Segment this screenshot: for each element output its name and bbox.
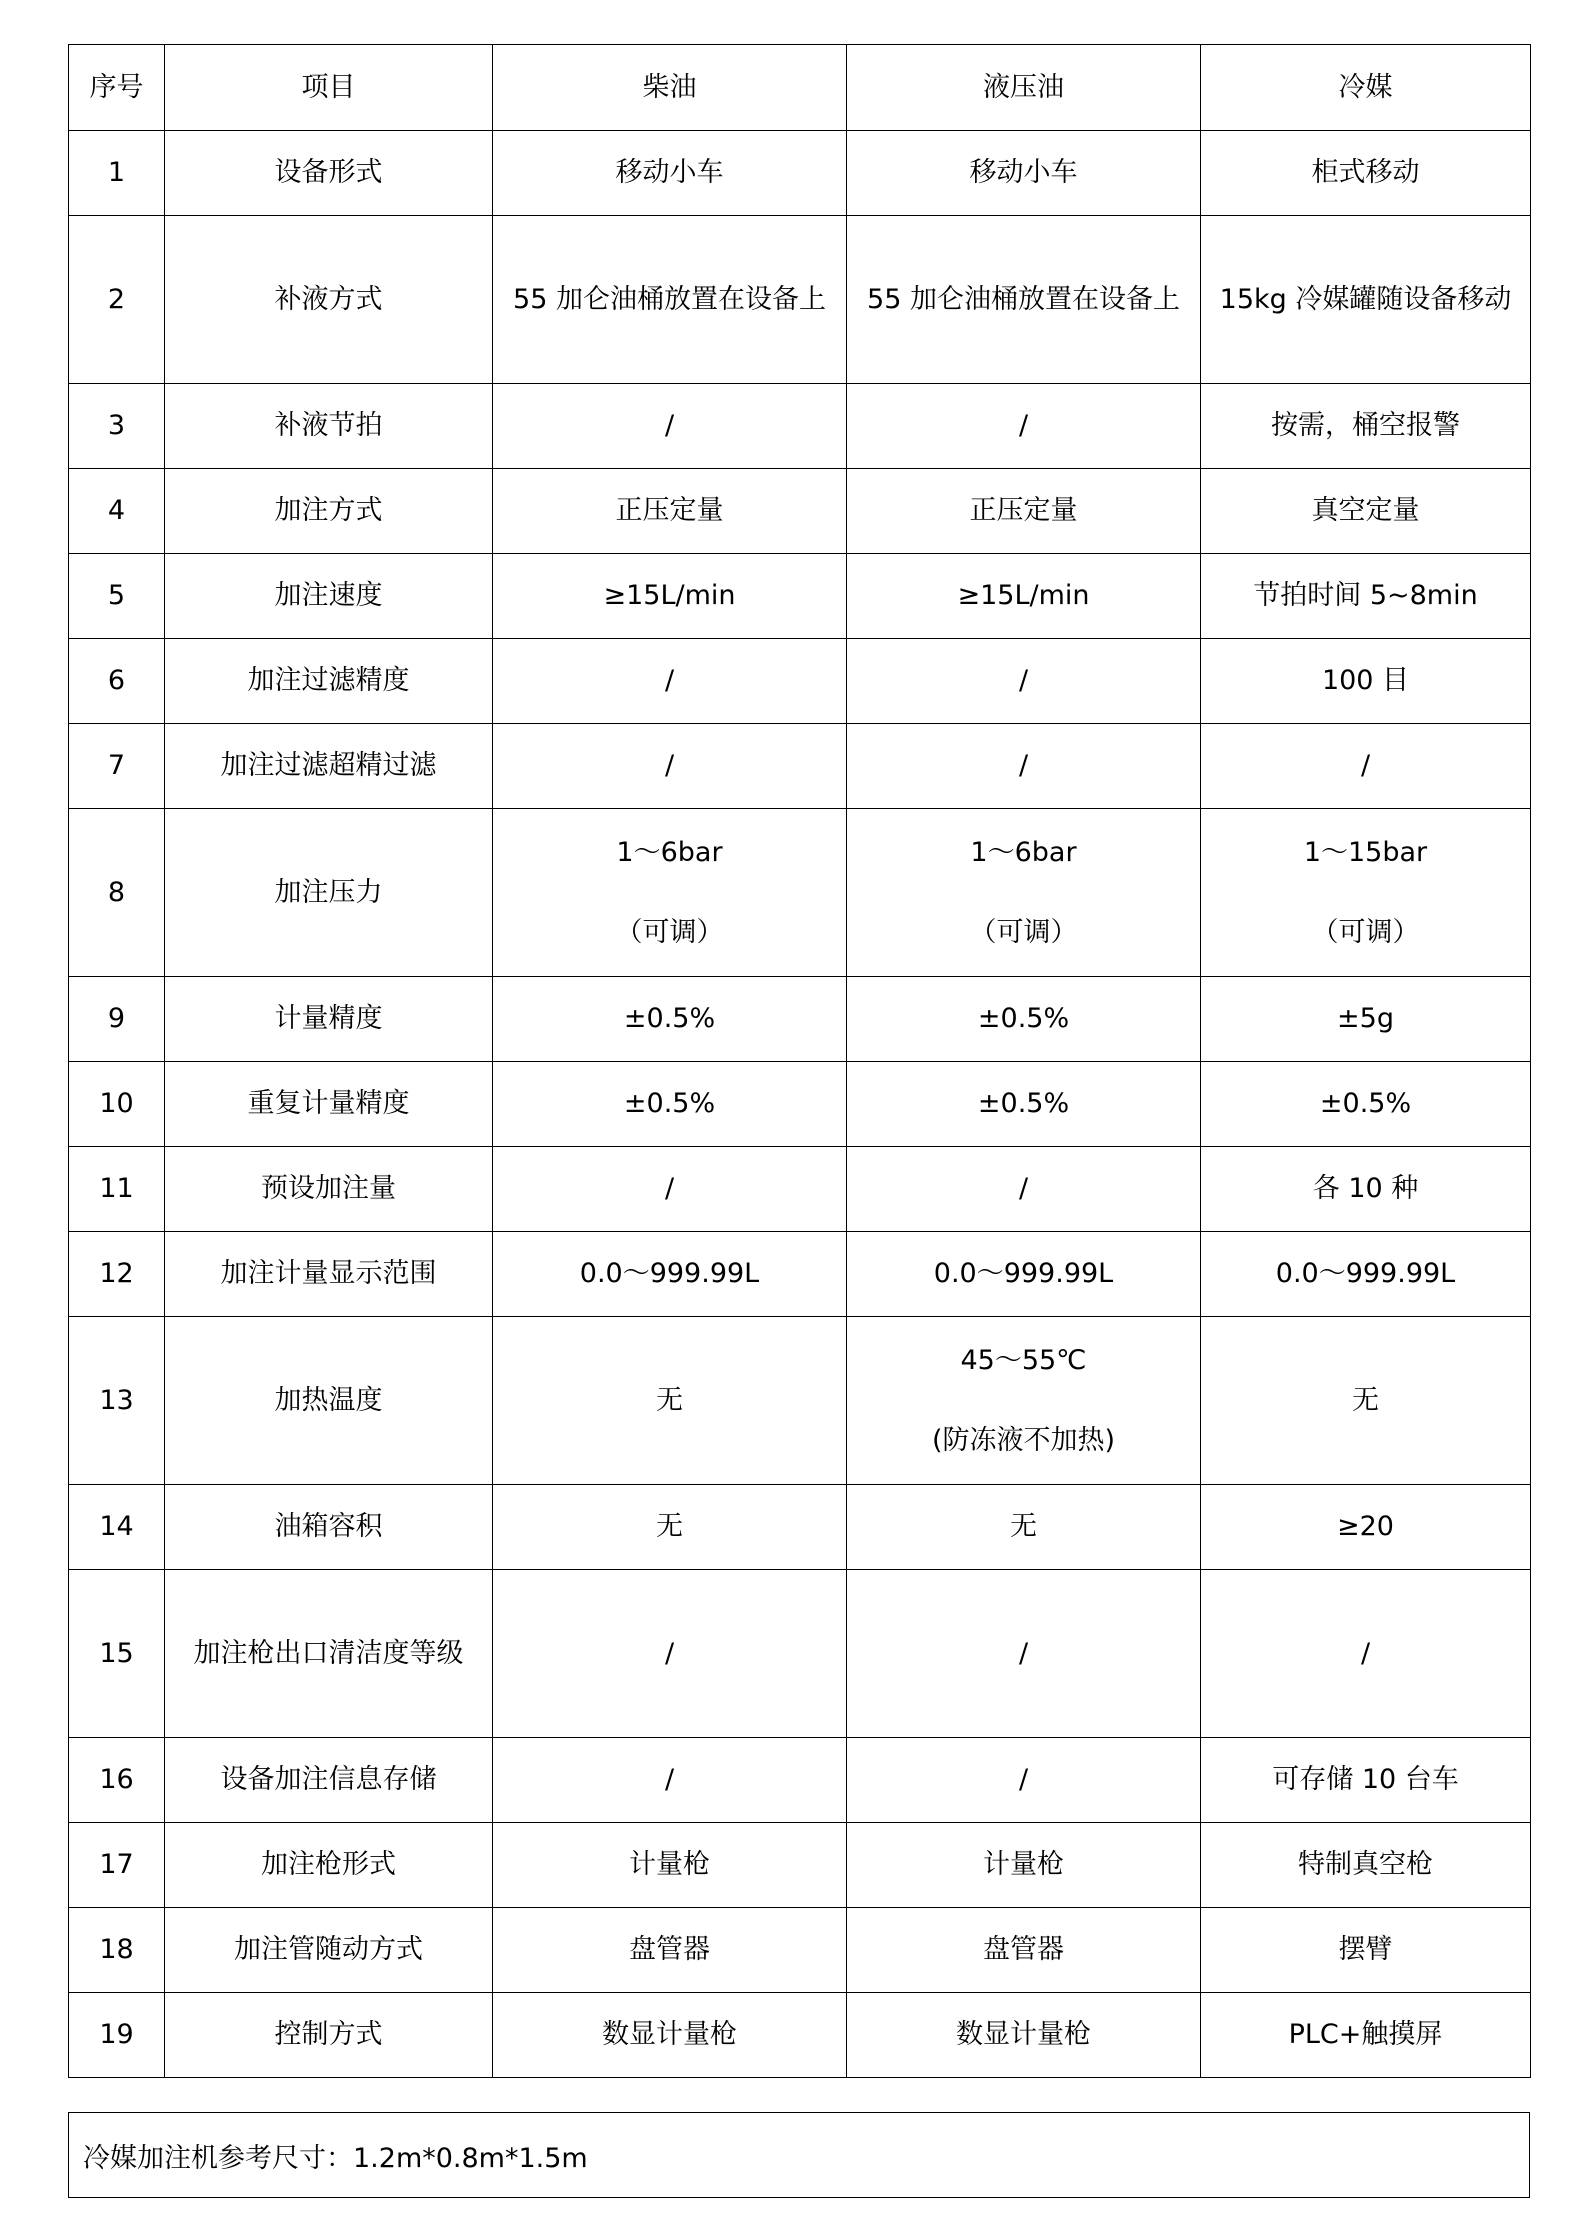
row-item-cell: 重复计量精度 xyxy=(165,1062,493,1147)
table-row xyxy=(69,384,1531,469)
table-row xyxy=(69,554,1531,639)
row-hydraulic-cell: 计量枪 xyxy=(847,1823,1201,1908)
row-refrigerant-cell: PLC+触摸屏 xyxy=(1201,1993,1531,2078)
value-line: （可调） xyxy=(969,916,1078,948)
row-refrigerant-cell: 可存储 10 台车 xyxy=(1201,1738,1531,1823)
row-number-cell: 6 xyxy=(69,639,165,724)
row-hydraulic-cell: / xyxy=(847,1570,1201,1738)
row-item-cell: 控制方式 xyxy=(165,1993,493,2078)
row-number-cell: 13 xyxy=(69,1317,165,1485)
row-hydraulic-cell: 盘管器 xyxy=(847,1908,1201,1993)
row-hydraulic-cell: 正压定量 xyxy=(847,469,1201,554)
row-number-cell: 1 xyxy=(69,131,165,216)
row-diesel-cell: 计量枪 xyxy=(493,1823,847,1908)
row-item-cell: 设备形式 xyxy=(165,131,493,216)
row-refrigerant-cell: 100 目 xyxy=(1201,639,1531,724)
row-diesel-cell: / xyxy=(493,639,847,724)
row-refrigerant-cell: 按需，桶空报警 xyxy=(1201,384,1531,469)
row-item-cell: 加热温度 xyxy=(165,1317,493,1485)
table-row xyxy=(69,639,1531,724)
row-refrigerant-cell: 0.0～999.99L xyxy=(1201,1232,1531,1317)
table-header-row xyxy=(69,45,1531,131)
value-line: （可调） xyxy=(615,916,724,948)
table-row xyxy=(69,1062,1531,1147)
value-line: 1～15bar xyxy=(1303,836,1428,868)
row-diesel-cell: 正压定量 xyxy=(493,469,847,554)
table-row xyxy=(69,1823,1531,1908)
row-item-cell: 加注过滤超精过滤 xyxy=(165,724,493,809)
row-diesel-cell: 盘管器 xyxy=(493,1908,847,1993)
table-row xyxy=(69,1317,1531,1485)
row-number-cell: 10 xyxy=(69,1062,165,1147)
row-refrigerant-cell: ±0.5% xyxy=(1201,1062,1531,1147)
row-hydraulic-cell: / xyxy=(847,1738,1201,1823)
value-line: 1～6bar xyxy=(970,836,1077,868)
row-hydraulic-cell: / xyxy=(847,384,1201,469)
row-diesel-cell: / xyxy=(493,1570,847,1738)
multi-line-value xyxy=(851,1342,1196,1460)
row-diesel-cell: / xyxy=(493,1147,847,1232)
row-refrigerant-cell: 真空定量 xyxy=(1201,469,1531,554)
row-number-cell: 2 xyxy=(69,216,165,384)
row-hydraulic-cell xyxy=(847,1317,1201,1485)
row-refrigerant-cell: 节拍时间 5~8min xyxy=(1201,554,1531,639)
row-number-cell: 19 xyxy=(69,1993,165,2078)
header-cell-no: 序号 xyxy=(69,45,165,131)
row-item-cell: 加注压力 xyxy=(165,809,493,977)
table-row xyxy=(69,809,1531,977)
row-number-cell: 16 xyxy=(69,1738,165,1823)
row-number-cell: 17 xyxy=(69,1823,165,1908)
row-number-cell: 9 xyxy=(69,977,165,1062)
row-refrigerant-cell: 柜式移动 xyxy=(1201,131,1531,216)
row-refrigerant-cell: 特制真空枪 xyxy=(1201,1823,1531,1908)
row-refrigerant-cell: 15kg 冷媒罐随设备移动 xyxy=(1201,216,1531,384)
row-hydraulic-cell: / xyxy=(847,1147,1201,1232)
row-hydraulic-cell: ±0.5% xyxy=(847,1062,1201,1147)
row-hydraulic-cell: 数显计量枪 xyxy=(847,1993,1201,2078)
row-item-cell: 加注枪形式 xyxy=(165,1823,493,1908)
header-cell-refrigerant: 冷媒 xyxy=(1201,45,1531,131)
row-item-cell: 加注计量显示范围 xyxy=(165,1232,493,1317)
header-cell-hydraulic: 液压油 xyxy=(847,45,1201,131)
row-diesel-cell: / xyxy=(493,1738,847,1823)
table-row xyxy=(69,131,1531,216)
value-line: 1～6bar xyxy=(616,836,723,868)
row-hydraulic-cell: ≥15L/min xyxy=(847,554,1201,639)
row-diesel-cell: 数显计量枪 xyxy=(493,1993,847,2078)
table-row xyxy=(69,1232,1531,1317)
row-hydraulic-cell: 0.0～999.99L xyxy=(847,1232,1201,1317)
row-item-cell: 加注管随动方式 xyxy=(165,1908,493,1993)
value-line: （可调） xyxy=(1311,916,1420,948)
row-diesel-cell: 0.0～999.99L xyxy=(493,1232,847,1317)
row-number-cell: 12 xyxy=(69,1232,165,1317)
row-refrigerant-cell: / xyxy=(1201,1570,1531,1738)
spec-table xyxy=(68,44,1531,2078)
row-refrigerant-cell: ±5g xyxy=(1201,977,1531,1062)
row-item-cell: 补液节拍 xyxy=(165,384,493,469)
multi-line-value xyxy=(851,834,1196,952)
header-cell-diesel: 柴油 xyxy=(493,45,847,131)
row-number-cell: 3 xyxy=(69,384,165,469)
row-diesel-cell xyxy=(493,809,847,977)
table-row xyxy=(69,1147,1531,1232)
table-row xyxy=(69,216,1531,384)
row-refrigerant-cell xyxy=(1201,809,1531,977)
row-number-cell: 8 xyxy=(69,809,165,977)
row-hydraulic-cell: / xyxy=(847,724,1201,809)
row-number-cell: 7 xyxy=(69,724,165,809)
row-diesel-cell: ±0.5% xyxy=(493,977,847,1062)
table-row xyxy=(69,1570,1531,1738)
row-number-cell: 15 xyxy=(69,1570,165,1738)
row-item-cell: 设备加注信息存储 xyxy=(165,1738,493,1823)
table-row xyxy=(69,1993,1531,2078)
table-row xyxy=(69,1485,1531,1570)
row-item-cell: 补液方式 xyxy=(165,216,493,384)
dimension-note-text: 冷媒加注机参考尺寸：1.2m*0.8m*1.5m xyxy=(83,2142,588,2174)
row-refrigerant-cell: / xyxy=(1201,724,1531,809)
value-line: 45～55℃ xyxy=(960,1344,1087,1376)
row-item-cell: 计量精度 xyxy=(165,977,493,1062)
row-item-cell: 预设加注量 xyxy=(165,1147,493,1232)
row-number-cell: 14 xyxy=(69,1485,165,1570)
row-hydraulic-cell: / xyxy=(847,639,1201,724)
row-item-cell: 加注方式 xyxy=(165,469,493,554)
row-hydraulic-cell: 55 加仑油桶放置在设备上 xyxy=(847,216,1201,384)
row-item-cell: 加注速度 xyxy=(165,554,493,639)
row-refrigerant-cell: ≥20 xyxy=(1201,1485,1531,1570)
row-item-cell: 加注枪出口清洁度等级 xyxy=(165,1570,493,1738)
row-diesel-cell: 无 xyxy=(493,1317,847,1485)
table-row xyxy=(69,1738,1531,1823)
row-refrigerant-cell: 无 xyxy=(1201,1317,1531,1485)
table-row xyxy=(69,469,1531,554)
row-diesel-cell: ≥15L/min xyxy=(493,554,847,639)
row-number-cell: 5 xyxy=(69,554,165,639)
row-hydraulic-cell: 移动小车 xyxy=(847,131,1201,216)
multi-line-value xyxy=(497,834,842,952)
row-refrigerant-cell: 摆臂 xyxy=(1201,1908,1531,1993)
dimension-note xyxy=(68,2112,1530,2198)
table-row xyxy=(69,724,1531,809)
row-diesel-cell: / xyxy=(493,724,847,809)
row-refrigerant-cell: 各 10 种 xyxy=(1201,1147,1531,1232)
table-body xyxy=(69,131,1531,2078)
row-number-cell: 18 xyxy=(69,1908,165,1993)
row-diesel-cell: 移动小车 xyxy=(493,131,847,216)
header-cell-item: 项目 xyxy=(165,45,493,131)
table-row xyxy=(69,977,1531,1062)
row-item-cell: 油箱容积 xyxy=(165,1485,493,1570)
row-number-cell: 4 xyxy=(69,469,165,554)
row-diesel-cell: ±0.5% xyxy=(493,1062,847,1147)
multi-line-value xyxy=(1205,834,1526,952)
row-number-cell: 11 xyxy=(69,1147,165,1232)
row-diesel-cell: / xyxy=(493,384,847,469)
table-row xyxy=(69,1908,1531,1993)
row-hydraulic-cell xyxy=(847,809,1201,977)
row-hydraulic-cell: ±0.5% xyxy=(847,977,1201,1062)
value-line: (防冻液不加热) xyxy=(931,1424,1116,1456)
row-item-cell: 加注过滤精度 xyxy=(165,639,493,724)
row-diesel-cell: 55 加仑油桶放置在设备上 xyxy=(493,216,847,384)
row-hydraulic-cell: 无 xyxy=(847,1485,1201,1570)
row-diesel-cell: 无 xyxy=(493,1485,847,1570)
